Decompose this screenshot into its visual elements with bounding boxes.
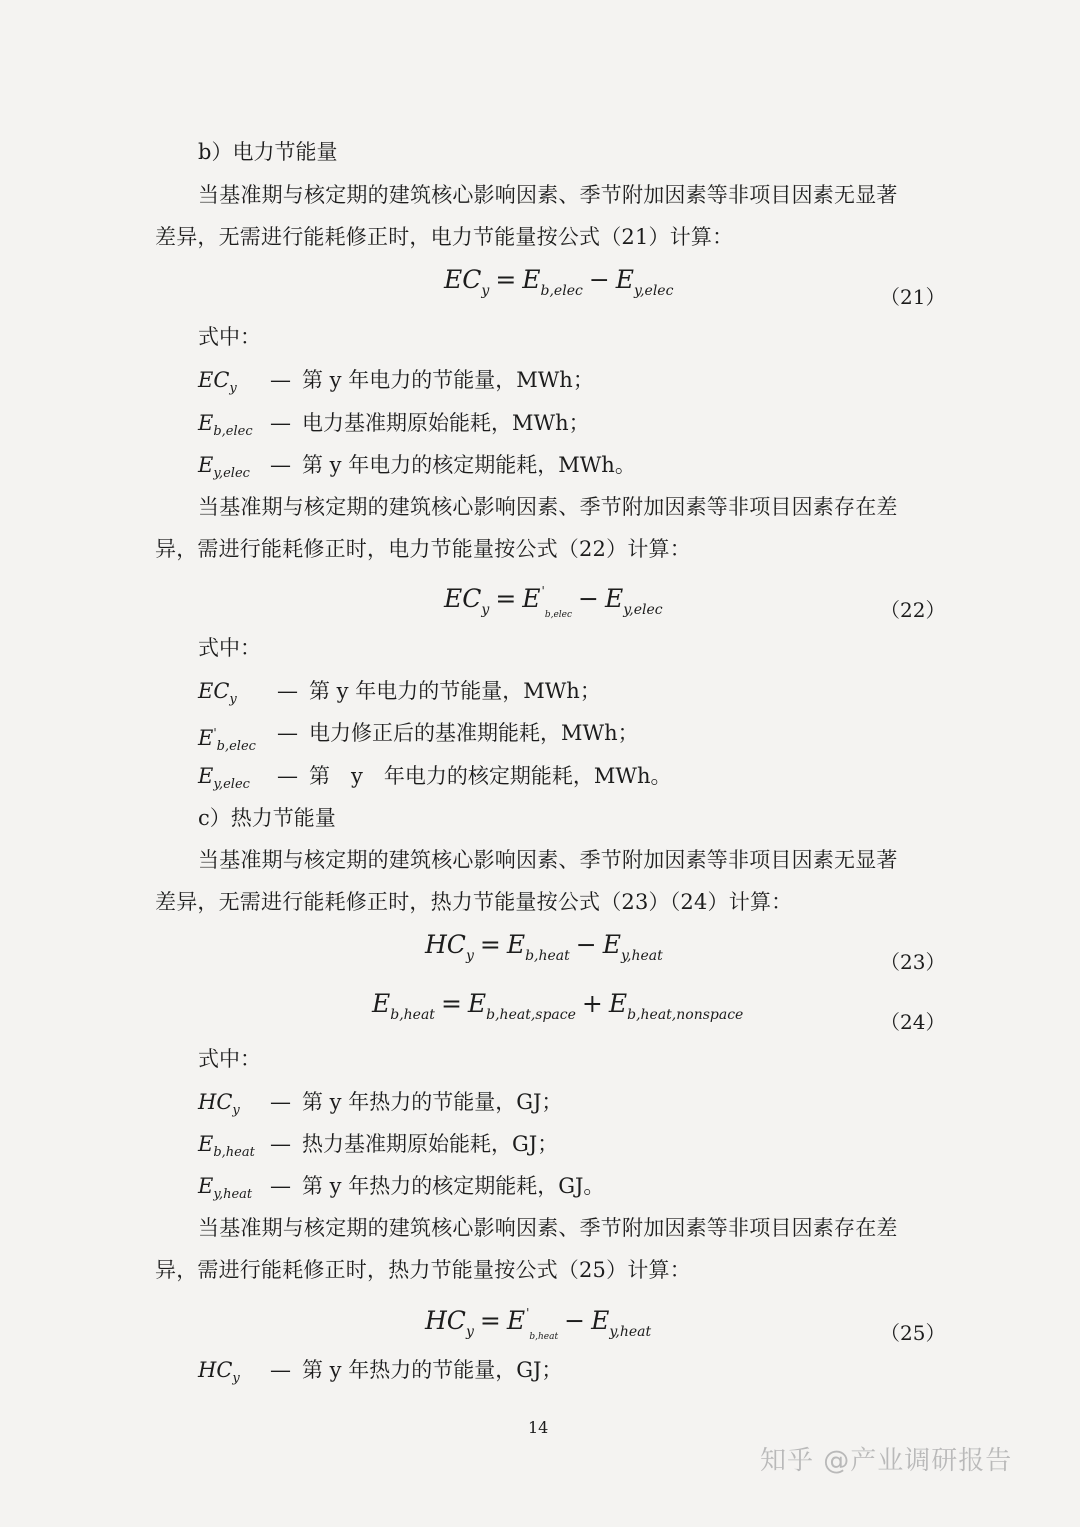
def-text: 电力基准期原始能耗，MWh； — [302, 411, 590, 435]
def-symbol: $E'_{b,elec}$ — [198, 726, 256, 755]
paragraph-line: 当基准期与核定期的建筑核心影响因素、季节附加因素等非项目因素无显著 — [198, 848, 898, 872]
equation-number-23: （23） — [880, 950, 946, 974]
formula-23: $HC_y = E_{b,heat} - E_{y,heat}$ — [425, 930, 663, 964]
def-symbol: $E_{b,heat}$ — [198, 1132, 255, 1161]
def-symbol: $E_{y,heat}$ — [198, 1174, 253, 1203]
def-text: 电力修正后的基准期能耗，MWh； — [309, 721, 639, 745]
paragraph-line: 当基准期与核定期的建筑核心影响因素、季节附加因素等非项目因素存在差 — [198, 1216, 898, 1240]
def-text: 第 y 年热力的节能量，GJ； — [302, 1358, 563, 1382]
def-dash: — — [277, 721, 298, 745]
section-heading-c: c）热力节能量 — [198, 806, 336, 830]
def-symbol: $E_{y,elec}$ — [198, 453, 250, 482]
def-text: 第 y 年电力的节能量，MWh； — [309, 679, 601, 703]
equation-number-21: （21） — [880, 285, 946, 309]
def-text: 第 y 年热力的节能量，GJ； — [302, 1090, 563, 1114]
paragraph-line: 当基准期与核定期的建筑核心影响因素、季节附加因素等非项目因素无显著 — [198, 183, 898, 207]
where-label: 式中： — [198, 636, 261, 660]
formula-21: $EC_y = E_{b,elec} - E_{y,elec}$ — [444, 265, 674, 299]
watermark: 知乎 @产业调研报告 — [760, 1446, 1013, 1476]
def-dash: — — [270, 1132, 291, 1156]
equation-number-25: （25） — [880, 1321, 946, 1345]
formula-24: $E_{b,heat} = E_{b,heat,space} + E_{b,heat,nonspace}$ — [372, 989, 744, 1023]
def-text: 第 y 年电力的核定期能耗，MWh。 — [302, 453, 636, 477]
def-dash: — — [277, 764, 298, 788]
def-text: 第 y 年电力的节能量，MWh； — [302, 368, 594, 392]
def-text: 热力基准期原始能耗，GJ； — [302, 1132, 559, 1156]
formula-25: $HC_y = E'_{b,heat}- E_{y,heat}$ — [425, 1306, 652, 1342]
section-heading-b: b）电力节能量 — [198, 140, 338, 164]
paragraph-line: 差异，无需进行能耗修正时，热力节能量按公式（23）（24）计算： — [155, 890, 793, 914]
def-dash: — — [277, 679, 298, 703]
def-symbol: $E_{b,elec}$ — [198, 411, 253, 440]
def-dash: — — [270, 453, 291, 477]
def-symbol: $HC_y$ — [198, 1090, 240, 1119]
def-dash: — — [270, 368, 291, 392]
page-number: 14 — [528, 1418, 549, 1437]
def-symbol: $EC_y$ — [198, 368, 237, 397]
paragraph-line: 异，需进行能耗修正时，电力节能量按公式（22）计算： — [155, 537, 691, 561]
def-text: 第 y 年电力的核定期能耗，MWh。 — [309, 764, 672, 788]
def-symbol: $E_{y,elec}$ — [198, 764, 250, 793]
formula-22: $EC_y = E'_{b,elec}- E_{y,elec}$ — [444, 584, 663, 620]
def-text: 第 y 年热力的核定期能耗，GJ。 — [302, 1174, 605, 1198]
equation-number-22: （22） — [880, 598, 946, 622]
def-dash: — — [270, 1174, 291, 1198]
equation-number-24: （24） — [880, 1010, 946, 1034]
where-label: 式中： — [198, 1047, 261, 1071]
paragraph-line: 差异，无需进行能耗修正时，电力节能量按公式（21）计算： — [155, 225, 734, 249]
def-symbol: $HC_y$ — [198, 1358, 240, 1387]
def-dash: — — [270, 1090, 291, 1114]
def-dash: — — [270, 1358, 291, 1382]
paragraph-line: 异，需进行能耗修正时，热力节能量按公式（25）计算： — [155, 1258, 691, 1282]
where-label: 式中： — [198, 325, 261, 349]
def-dash: — — [270, 411, 291, 435]
paragraph-line: 当基准期与核定期的建筑核心影响因素、季节附加因素等非项目因素存在差 — [198, 495, 898, 519]
def-symbol: $EC_y$ — [198, 679, 237, 708]
